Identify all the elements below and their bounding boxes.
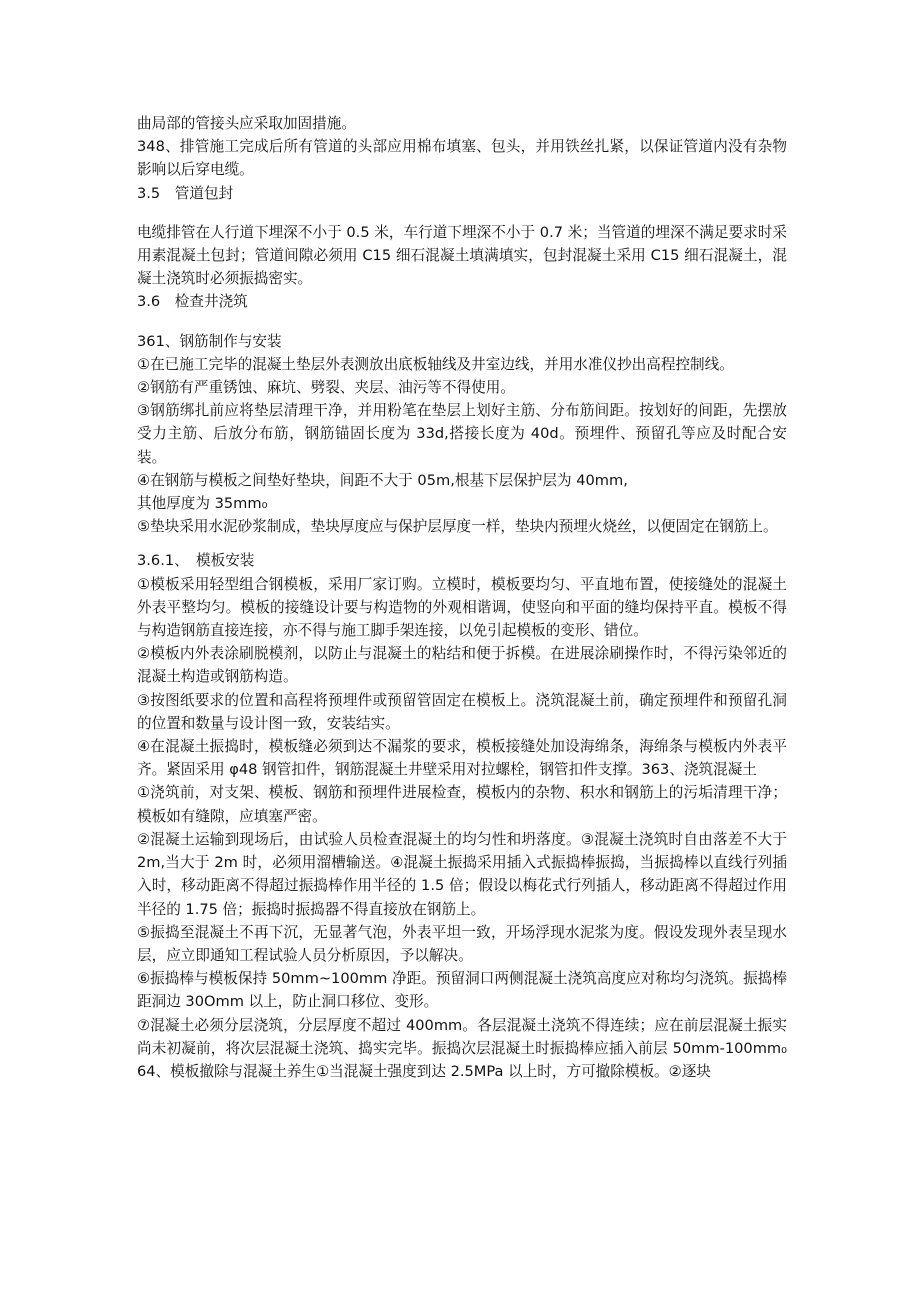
paragraph-pipe-encasement: 电缆排管在人行道下埋深不小于 0.5 米，车行道下埋深不小于 0.7 米；当管道的埋深不满足要求时采用素混凝土包封；管道间隙必须用 C15 细石混凝土填满填实，包封混凝土采用 C15 细石混凝土，混凝土浇筑时必须振捣密实。: [137, 223, 787, 288]
paragraph-formwork-item-1: ①模板采用轻型组合钢模板，采用厂家订购。立模时，模板要均匀、平直地布置，使接缝处的混凝土外表平整均匀。模板的接缝设计要与构造物的外观相谐调，使竖向和平面的缝均保持平直。模板不得与构造钢筋直接连接，亦不得与施工脚手架连接，以免引起模板的变形、错位。: [137, 575, 787, 640]
paragraph-pour-item-1: ①浇筑前，对支架、模板、钢筋和预埋件进展检查，模板内的杂物、积水和钢筋上的污垢清理干净；模板如有缝隙，应填塞严密。: [137, 784, 787, 825]
paragraph-pour-item-6: ⑥振捣棒与模板保持 50mm~100mm 净距。预留洞口两侧混凝土浇筑高度应对称均匀浇筑。振捣棒距洞边 30Omm 以上，防止洞口移位、变形。: [137, 970, 787, 1011]
paragraph-rebar-item-3: ③钢筋绑扎前应将垫层清理干净，并用粉笔在垫层上划好主筋、分布筋间距。按划好的间距，先摆放受力主筋、后放分布筋，钢筋锚固长度为 33d,搭接长度为 40d。预埋件、预留孔等应及时配合安装。: [137, 402, 787, 466]
subheading-3-6-1-formwork: 3.6.1、 模板安装: [137, 552, 255, 570]
paragraph-pour-item-2-4: ②混凝土运输到现场后，由试验人员检查混凝土的均匀性和坍落度。③混凝土浇筑时自由落差不大于 2m,当大于 2m 时，必须用溜槽输送。④混凝土振捣采用插入式振捣棒振捣，当振捣棒以直线行列插入时，移动距离不得超过振捣棒作用半径的 1.5 倍；假设以梅花式行列插人，移动距离不得超过作用半径的 1.75 倍；振捣时振捣器不得直接放在钢筋上。: [137, 830, 787, 918]
document-body: [137, 112, 787, 1083]
paragraph-pipe-joint-reinforcement: 曲局部的管接头应采取加固措施。: [137, 115, 356, 132]
paragraph-pour-item-5: ⑤振捣至混凝土不再下沉，无显著气泡，外表平坦一致，开场浮现水泥浆为度。假设发现外表呈现水层，应立即通知工程试验人员分析原因，予以解决。: [137, 923, 787, 964]
subheading-361-rebar: 361、钢筋制作与安装: [137, 332, 282, 350]
section-heading-3-5: 3.5 管道包封: [137, 184, 234, 202]
paragraph-formwork-item-4: ④在混凝土振捣时，模板缝必须到达不漏浆的要求，模板接缝处加设海绵条，海绵条与模板内外表平齐。紧固采用 φ48 钢管扣件，钢筋混凝土井壁采用对拉螺栓，钢管扣件支撑。363、浇筑混凝土: [137, 738, 787, 779]
section-heading-3-6: 3.6 检查井浇筑: [137, 293, 248, 311]
paragraph-rebar-item-4-cont: 其他厚度为 35mm₀: [137, 495, 268, 513]
paragraph-rebar-item-1: ①在已施工完毕的混凝土垫层外表测放出底板轴线及井室边线，并用水准仪抄出高程控制线。: [137, 355, 734, 373]
paragraph-rebar-item-4: ④在钢筋与模板之间垫好垫块，间距不大于 05m,根基下层保护层为 40mm,: [137, 471, 628, 489]
paragraph-rebar-item-5: ⑤垫块采用水泥砂浆制成，垫块厚度应与保护层厚度一样，垫块内预埋火烧丝，以便固定在钢筋上。: [137, 518, 778, 536]
paragraph-pour-item-7: ⑦混凝土必须分层浇筑，分层厚度不超过 400mm。各层混凝土浇筑不得连续；应在前层混凝土振实尚未初凝前，将次层混凝土浇筑、捣实完毕。振捣次层混凝土时振捣棒应插入前层 50mm-100mm₀64、模板撤除与混凝土养生①当混凝土强度到达 2.5MPa 以上时，方可撤除模板。②逐块: [137, 1016, 787, 1080]
paragraph-rebar-item-2: ②钢筋有严重锈蚀、麻坑、劈裂、夹层、油污等不得使用。: [137, 379, 515, 397]
paragraph-formwork-item-3: ③按图纸要求的位置和高程将预埋件或预留管固定在模板上。浇筑混凝土前，确定预埋件和预留孔洞的位置和数量与设计图一致，安装结实。: [137, 691, 787, 732]
paragraph-348-pipe-sealing: 348、排管施工完成后所有管道的头部应用棉布填塞、包头，并用铁丝扎紧，以保证管道内没有杂物影响以后穿电缆。: [137, 138, 787, 179]
paragraph-formwork-item-2: ②模板内外表涂刷脱模剂，以防止与混凝土的粘结和便于拆模。在进展涂刷操作时，不得污染邻近的混凝土构造或钢筋构造。: [137, 645, 787, 686]
